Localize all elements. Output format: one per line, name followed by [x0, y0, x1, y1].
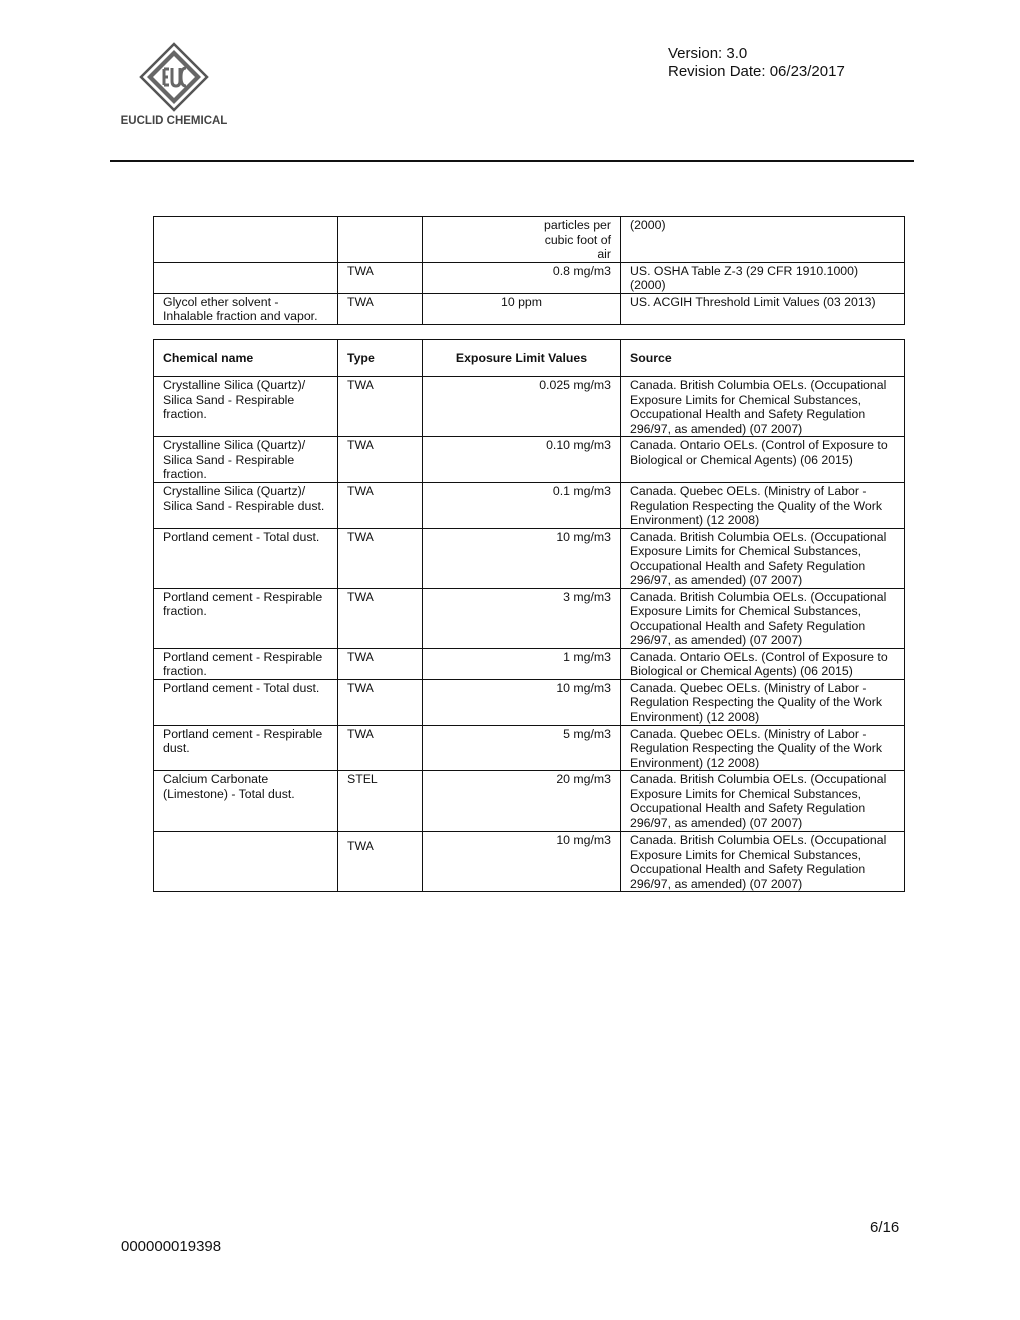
table-row: [154, 293, 905, 324]
company-name: EUCLID CHEMICAL: [120, 115, 228, 127]
table-row: [154, 725, 905, 771]
table-header-row: [154, 340, 905, 377]
document-meta: [668, 45, 845, 81]
table-row: [154, 483, 905, 529]
chemical-name-cell: [154, 217, 338, 263]
table-row: [154, 832, 905, 892]
table-row: [154, 648, 905, 679]
chemical-name-cell: Portland cement - Respirable fraction.: [154, 648, 338, 679]
table-row: [154, 679, 905, 725]
limit-value-cell: [423, 217, 621, 263]
chemical-name-cell: Crystalline Silica (Quartz)/ Silica Sand - Respirable fraction.: [154, 437, 338, 483]
limit-value-cell: 20 mg/m3: [423, 771, 621, 832]
type-cell: STEL: [338, 771, 423, 832]
source-cell: Canada. British Columbia OELs. (Occupational Exposure Limits for Chemical Substances, Occupational Health and Safety Regulation 296/97, as amended) (07 2007): [621, 588, 905, 648]
table-row: [154, 771, 905, 832]
limit-value-cell: 10 ppm: [423, 293, 621, 324]
canada-exposure-limits-table: [153, 339, 905, 892]
source-cell: Canada. British Columbia OELs. (Occupational Exposure Limits for Chemical Substances, Occupational Health and Safety Regulation 296/97, as amended) (07 2007): [621, 528, 905, 588]
chemical-name-cell: Portland cement - Respirable fraction.: [154, 588, 338, 648]
type-cell: TWA: [338, 648, 423, 679]
table-row: [154, 588, 905, 648]
limit-value-cell: 1 mg/m3: [423, 648, 621, 679]
source-cell: Canada. Quebec OELs. (Ministry of Labor - Regulation Respecting the Quality of the Work Environment) (12 2008): [621, 483, 905, 529]
source-cell: Canada. British Columbia OELs. (Occupational Exposure Limits for Chemical Substances, Occupational Health and Safety Regulation 296/97, as amended) (07 2007): [621, 771, 905, 832]
chemical-name-cell: [154, 832, 338, 892]
limit-value-text: particles per cubic foot of air: [544, 218, 611, 261]
type-cell: TWA: [338, 679, 423, 725]
limit-value-cell: 0.025 mg/m3: [423, 377, 621, 437]
chemical-name-cell: Portland cement - Total dust.: [154, 679, 338, 725]
euclid-diamond-logo-icon: [139, 42, 209, 112]
column-header-exposure-limit: Exposure Limit Values: [423, 340, 621, 377]
type-cell: TWA: [338, 483, 423, 529]
revision-date-label: Revision Date: 06/23/2017: [668, 63, 845, 80]
type-cell: TWA: [338, 293, 423, 324]
type-cell: TWA: [338, 832, 423, 892]
limit-value-cell: 3 mg/m3: [423, 588, 621, 648]
type-cell: TWA: [338, 377, 423, 437]
type-cell: [338, 217, 423, 263]
source-cell: Canada. Ontario OELs. (Control of Exposure to Biological or Chemical Agents) (06 2015): [621, 648, 905, 679]
table-row: [154, 377, 905, 437]
limit-value-cell: 10 mg/m3: [423, 528, 621, 588]
limit-value-cell: 10 mg/m3: [423, 832, 621, 892]
exposure-limits-table-continued: [153, 216, 905, 325]
table-row: [154, 217, 905, 263]
limit-value-cell: 0.10 mg/m3: [423, 437, 621, 483]
chemical-name-cell: Crystalline Silica (Quartz)/ Silica Sand - Respirable dust.: [154, 483, 338, 529]
column-header-chemical-name: Chemical name: [154, 340, 338, 377]
type-cell: TWA: [338, 588, 423, 648]
chemical-name-cell: Crystalline Silica (Quartz)/ Silica Sand - Respirable fraction.: [154, 377, 338, 437]
table-row: [154, 437, 905, 483]
chemical-name-cell: Calcium Carbonate (Limestone) - Total dust.: [154, 771, 338, 832]
source-cell: Canada. Ontario OELs. (Control of Exposure to Biological or Chemical Agents) (06 2015): [621, 437, 905, 483]
chemical-name-cell: Portland cement - Respirable dust.: [154, 725, 338, 771]
type-cell: TWA: [338, 528, 423, 588]
table-row: [154, 528, 905, 588]
source-cell: Canada. British Columbia OELs. (Occupational Exposure Limits for Chemical Substances, Occupational Health and Safety Regulation 296/97, as amended) (07 2007): [621, 832, 905, 892]
column-header-source: Source: [621, 340, 905, 377]
chemical-name-cell: Glycol ether solvent - Inhalable fraction and vapor.: [154, 293, 338, 324]
limit-value-cell: 10 mg/m3: [423, 679, 621, 725]
type-cell: TWA: [338, 437, 423, 483]
type-cell: TWA: [338, 262, 423, 293]
source-cell: US. ACGIH Threshold Limit Values (03 2013): [621, 293, 905, 324]
page-number: 6/16: [870, 1219, 900, 1236]
source-cell: Canada. Quebec OELs. (Ministry of Labor - Regulation Respecting the Quality of the Work Environment) (12 2008): [621, 679, 905, 725]
table-row: [154, 262, 905, 293]
source-cell: Canada. British Columbia OELs. (Occupational Exposure Limits for Chemical Substances, Occupational Health and Safety Regulation 296/97, as amended) (07 2007): [621, 377, 905, 437]
limit-value-cell: 5 mg/m3: [423, 725, 621, 771]
column-header-type: Type: [338, 340, 423, 377]
version-label: Version: 3.0: [668, 45, 748, 62]
source-cell: Canada. Quebec OELs. (Ministry of Labor - Regulation Respecting the Quality of the Work Environment) (12 2008): [621, 725, 905, 771]
chemical-name-cell: [154, 262, 338, 293]
source-cell: (2000): [621, 217, 905, 263]
type-cell: TWA: [338, 725, 423, 771]
document-id: 000000019398: [121, 1238, 222, 1255]
company-logo: [118, 42, 230, 130]
source-cell: US. OSHA Table Z-3 (29 CFR 1910.1000) (2000): [621, 262, 905, 293]
limit-value-cell: 0.8 mg/m3: [423, 262, 621, 293]
chemical-name-cell: Portland cement - Total dust.: [154, 528, 338, 588]
header-divider: [110, 160, 914, 162]
limit-value-cell: 0.1 mg/m3: [423, 483, 621, 529]
